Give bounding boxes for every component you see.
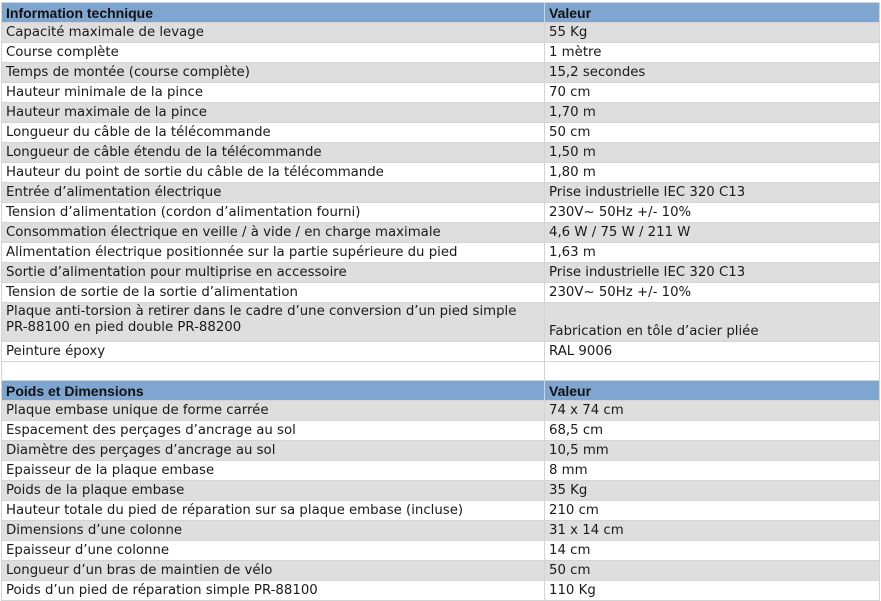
- row-label: Hauteur maximale de la pince: [2, 103, 545, 123]
- row-value: 74 x 74 cm: [545, 401, 880, 421]
- table-row: [2, 243, 880, 263]
- row-value: 10,5 mm: [545, 441, 880, 461]
- row-label: Tension de sortie de la sortie d’alimentation: [2, 283, 545, 303]
- table-row: [2, 63, 880, 83]
- row-label: Epaisseur de la plaque embase: [2, 461, 545, 481]
- table-row: [2, 461, 880, 481]
- row-label: Consommation électrique en veille / à vide / en charge maximale: [2, 223, 545, 243]
- row-label: Espacement des perçages d’ancrage au sol: [2, 421, 545, 441]
- table-row: [2, 342, 880, 362]
- section-spacer: [2, 362, 880, 381]
- table-row: [2, 183, 880, 203]
- table-header-dimensions: [2, 381, 880, 401]
- table-row: [2, 203, 880, 223]
- row-value: 15,2 secondes: [545, 63, 880, 83]
- row-label: Hauteur totale du pied de réparation sur sa plaque embase (incluse): [2, 501, 545, 521]
- row-value: 50 cm: [545, 561, 880, 581]
- table-row: [2, 163, 880, 183]
- row-value: 110 Kg: [545, 581, 880, 601]
- row-value: RAL 9006: [545, 342, 880, 362]
- row-label: Sortie d’alimentation pour multiprise en accessoire: [2, 263, 545, 283]
- row-value: 230V~ 50Hz +/- 10%: [545, 283, 880, 303]
- row-value: Prise industrielle IEC 320 C13: [545, 263, 880, 283]
- header-label: Information technique: [2, 3, 545, 23]
- row-label: Alimentation électrique positionnée sur la partie supérieure du pied: [2, 243, 545, 263]
- table-row: [2, 263, 880, 283]
- row-value: 31 x 14 cm: [545, 521, 880, 541]
- header-value: Valeur: [545, 381, 880, 401]
- table-row: [2, 561, 880, 581]
- spacer-cell: [2, 362, 545, 381]
- table-row: [2, 43, 880, 63]
- row-value: 70 cm: [545, 83, 880, 103]
- row-value: 1,50 m: [545, 143, 880, 163]
- row-label: Tension d’alimentation (cordon d’alimentation fourni): [2, 203, 545, 223]
- row-value: 55 Kg: [545, 23, 880, 43]
- row-value: 1,80 m: [545, 163, 880, 183]
- row-label: Diamètre des perçages d’ancrage au sol: [2, 441, 545, 461]
- table-row: [2, 283, 880, 303]
- row-label: Longueur du câble de la télécommande: [2, 123, 545, 143]
- row-value: 8 mm: [545, 461, 880, 481]
- table-row: [2, 303, 880, 342]
- row-label: Poids de la plaque embase: [2, 481, 545, 501]
- header-value: Valeur: [545, 3, 880, 23]
- table-row: [2, 441, 880, 461]
- row-value: 210 cm: [545, 501, 880, 521]
- row-value: 35 Kg: [545, 481, 880, 501]
- row-label: Plaque embase unique de forme carrée: [2, 401, 545, 421]
- row-label: Dimensions d’une colonne: [2, 521, 545, 541]
- row-value: Prise industrielle IEC 320 C13: [545, 183, 880, 203]
- table-row: [2, 401, 880, 421]
- table-row: [2, 83, 880, 103]
- row-label: Capacité maximale de levage: [2, 23, 545, 43]
- row-label: Entrée d’alimentation électrique: [2, 183, 545, 203]
- table-header-technical: [2, 3, 880, 23]
- row-label: Plaque anti-torsion à retirer dans le cadre d’une conversion d’un pied simple PR-88100 en pied double PR-88200: [2, 303, 545, 342]
- row-label: Poids d’un pied de réparation simple PR-88100: [2, 581, 545, 601]
- row-label: Hauteur du point de sortie du câble de la télécommande: [2, 163, 545, 183]
- table-row: [2, 421, 880, 441]
- row-label: Hauteur minimale de la pince: [2, 83, 545, 103]
- table-row: [2, 581, 880, 601]
- row-value: Fabrication en tôle d’acier pliée: [545, 303, 880, 342]
- row-value: 4,6 W / 75 W / 211 W: [545, 223, 880, 243]
- row-label: Course complète: [2, 43, 545, 63]
- row-value: 1 mètre: [545, 43, 880, 63]
- row-value: 14 cm: [545, 541, 880, 561]
- spec-table: [1, 2, 880, 601]
- table-row: [2, 501, 880, 521]
- row-value: 1,63 m: [545, 243, 880, 263]
- table-row: [2, 223, 880, 243]
- row-value: 68,5 cm: [545, 421, 880, 441]
- header-label: Poids et Dimensions: [2, 381, 545, 401]
- row-value: 1,70 m: [545, 103, 880, 123]
- table-row: [2, 103, 880, 123]
- table-row: [2, 123, 880, 143]
- row-label: Peinture époxy: [2, 342, 545, 362]
- row-label: Longueur de câble étendu de la télécommande: [2, 143, 545, 163]
- table-row: [2, 521, 880, 541]
- spacer-cell: [545, 362, 880, 381]
- row-value: 230V~ 50Hz +/- 10%: [545, 203, 880, 223]
- table-row: [2, 143, 880, 163]
- table-row: [2, 541, 880, 561]
- table-row: [2, 481, 880, 501]
- row-label: Epaisseur d’une colonne: [2, 541, 545, 561]
- row-label: Temps de montée (course complète): [2, 63, 545, 83]
- row-label: Longueur d’un bras de maintien de vélo: [2, 561, 545, 581]
- row-value: 50 cm: [545, 123, 880, 143]
- table-row: [2, 23, 880, 43]
